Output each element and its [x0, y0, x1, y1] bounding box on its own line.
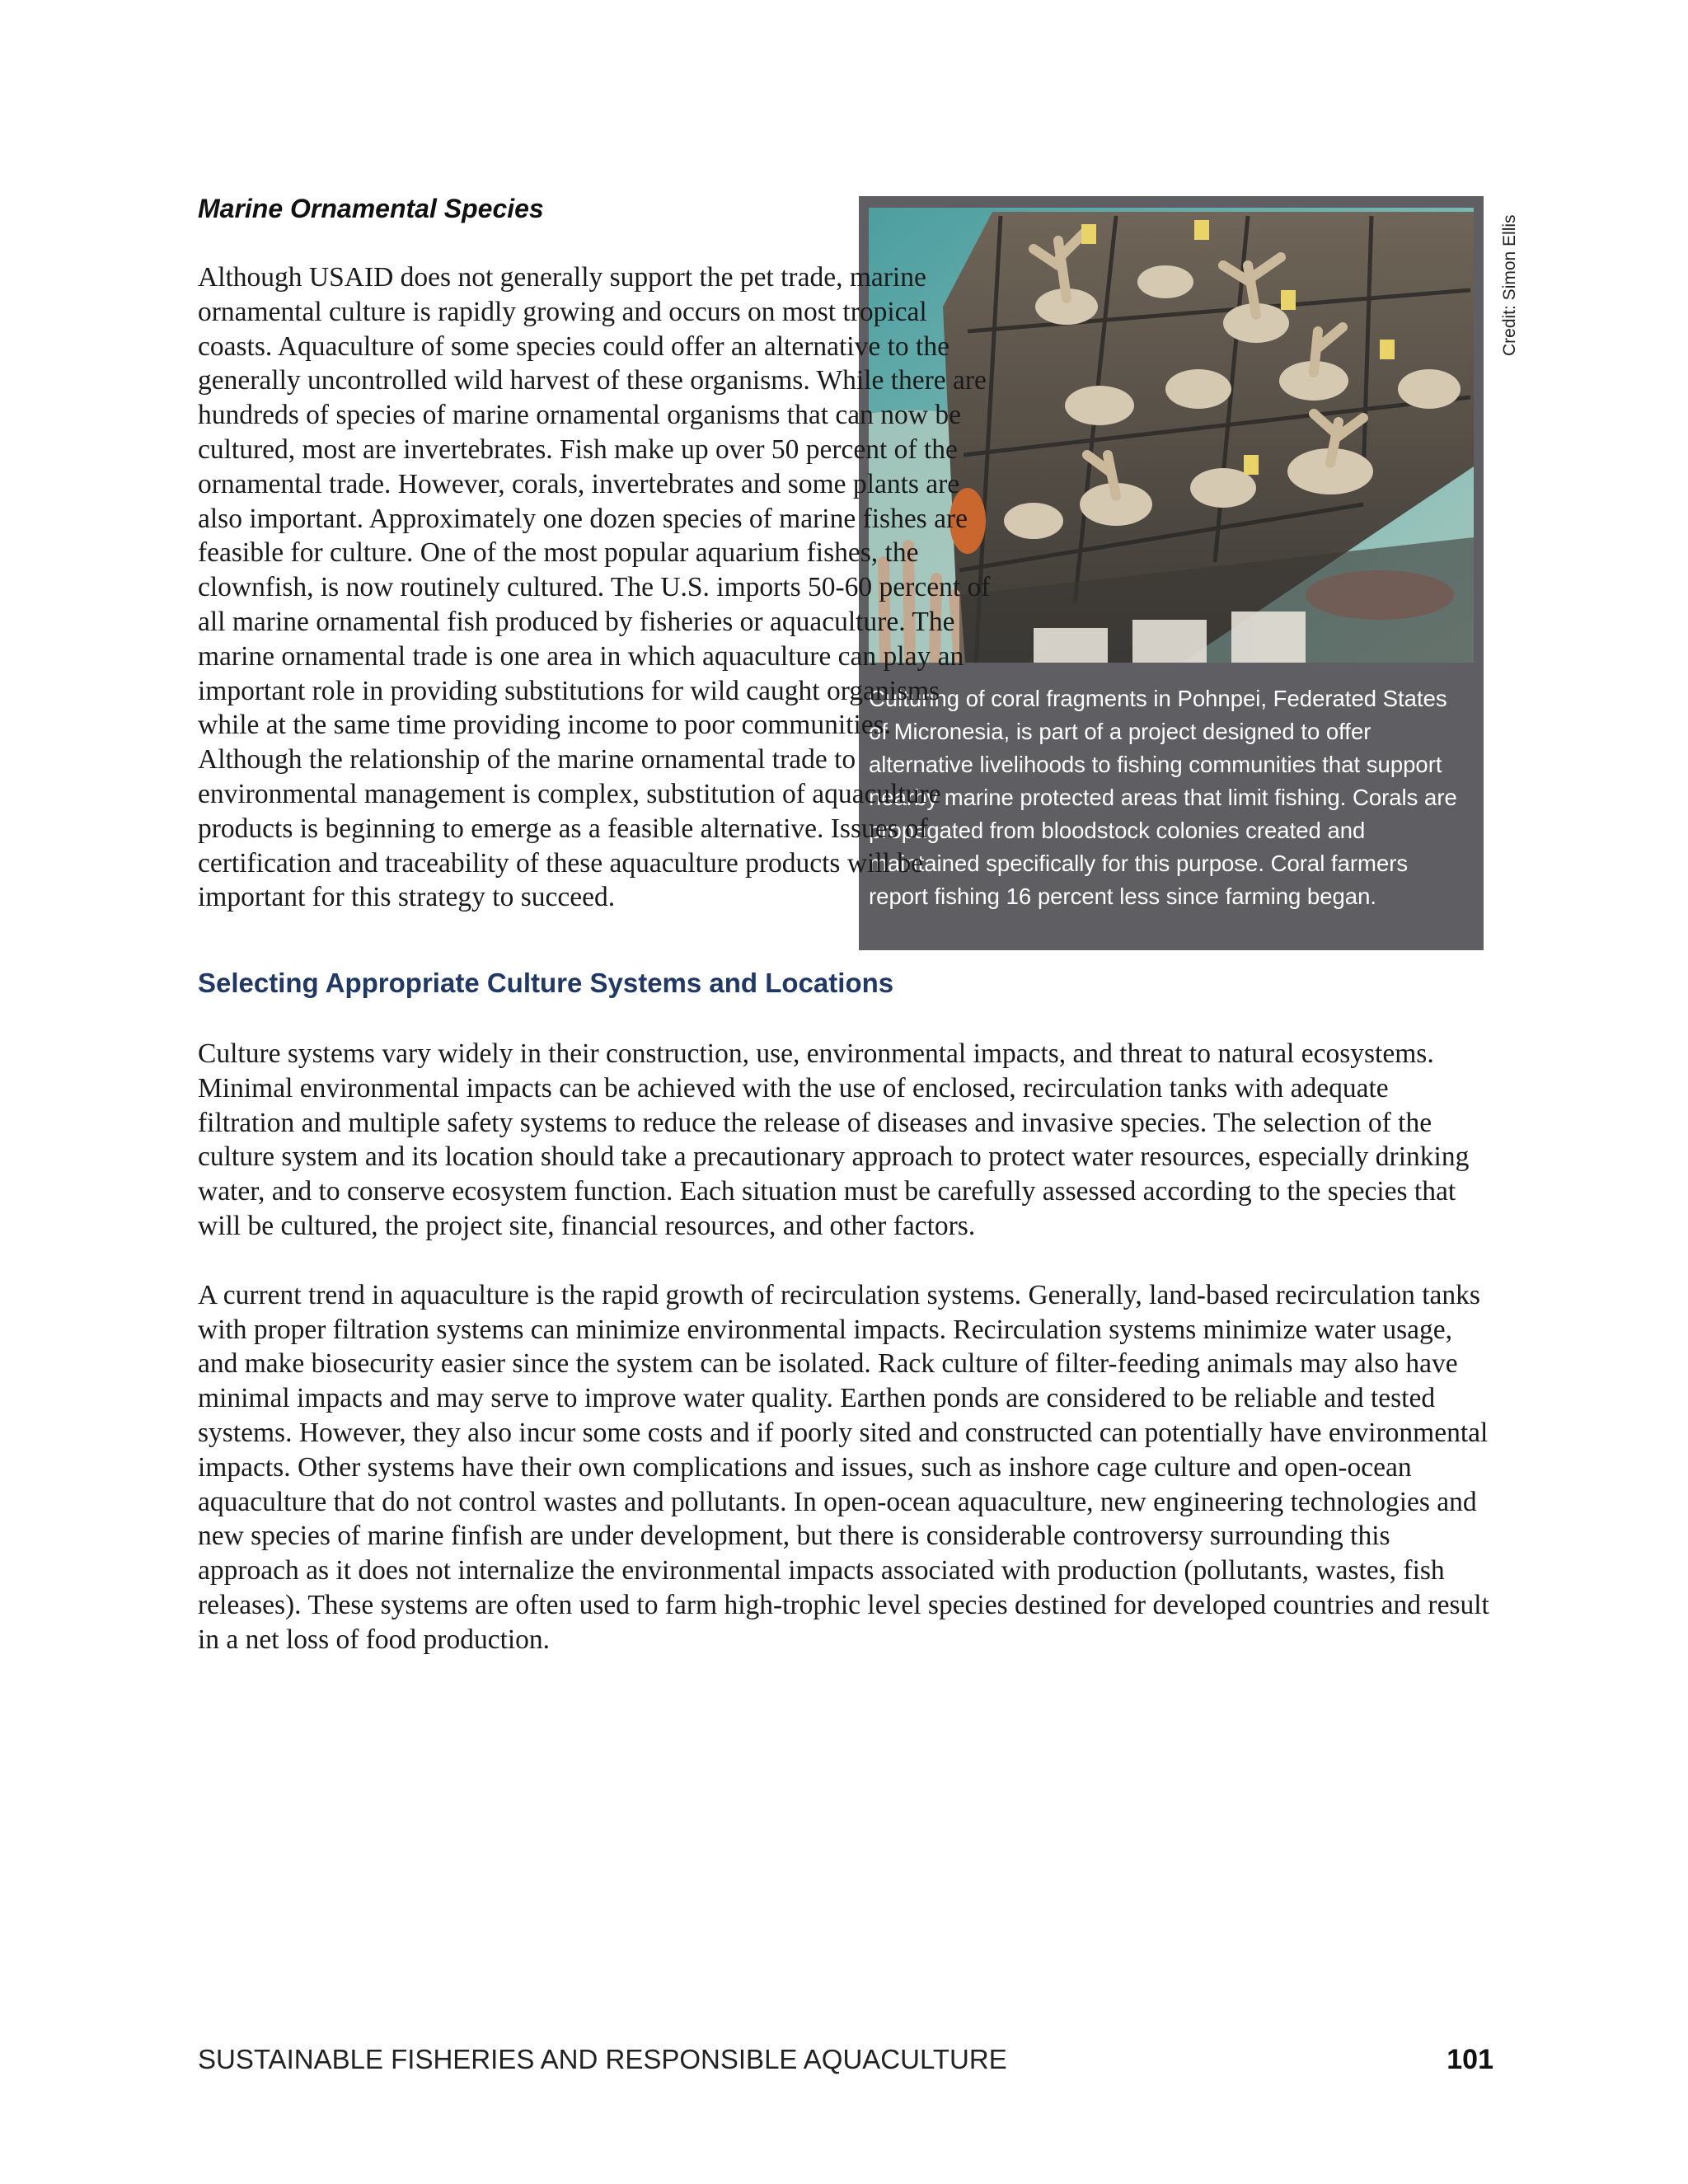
photo-credit — [1500, 199, 1520, 356]
culture-systems-heading: Selecting Appropriate Culture Systems and Locations — [198, 968, 894, 998]
page-footer — [198, 2039, 1493, 2080]
culture-systems-paragraph-2: A current trend in aquaculture is the rapid growth of recirculation systems. Generally, land-based recirculation tanks with proper filtration systems can minimize environmental impacts. Recirculation systems minimize water usage, and make biosecurity easier since the system can be isolated. Rack culture of filter-feeding animals may also have minimal impacts and may serve to improve water quality. Earthen ponds are considered to be reliable and tested systems. However, they also incur some costs and if poorly sited and constructed can potentially have environmental impacts. Other systems have their own complications and issues, such as inshore cage culture and open-ocean aquaculture that do not control wastes and pollutants. In open-ocean aquaculture, new engineering technologies and new species of marine finfish are under development, but there is considerable controversy surrounding this approach as it does not internalize the environmental impacts associated with production (pollutants, wastes, fish releases). These systems are often used to farm high-trophic level species destined for developed countries and result in a net loss of food production. — [198, 1279, 1489, 1655]
figure-float-spacer — [1001, 191, 1492, 966]
footer-running-title: SUSTAINABLE FISHERIES AND RESPONSIBLE AQUACULTURE — [198, 2044, 1007, 2074]
marine-ornamental-paragraph: Although USAID does not generally support the pet trade, marine ornamental culture is rapidly growing and occurs on most tropical coasts. Aquaculture of some species could offer an alternative to the generally uncontrolled wild harvest of these organisms. While there are hundreds of species of marine ornamental organisms that can now be cultured, most are invertebrates. Fish make up over 50 percent of the ornamental trade. However, corals, invertebrates and some plants are also important. Approximately one dozen species of marine fishes are feasible for culture. One of the most popular aquarium fishes, the clownfish, is now routinely cultured. The U.S. imports 50-60 percent of all marine ornamental fish produced by fisheries or aquaculture. The marine ornamental trade is one area in which aquaculture can play an important role in providing substitutions for wild caught organisms while at the same time providing income to poor communities. Although the relationship of the marine ornamental trade to environmental management is complex, substitution of aquaculture products is beginning to emerge as a feasible alternative. Issues of certification and traceability of these aquaculture products will be important for this strategy to succeed. — [198, 262, 991, 913]
photo-credit-text: Credit: Simon Ellis — [1500, 214, 1519, 356]
marine-ornamental-heading: Marine Ornamental Species — [198, 194, 544, 223]
main-text — [198, 191, 1492, 1657]
figure-caption: Culturing of coral fragments in Pohnpei, Federated States of Micronesia, is part of a project designed to offer alternative livelihoods to fishing communities that support nearby marine protected areas that limit fishing. Corals are propagated from bloodstock colonies created and maintained specifically for this purpose. Coral farmers report fishing 16 percent less since farming began. — [869, 686, 1457, 909]
page-number: 101 — [1447, 2044, 1493, 2075]
culture-systems-paragraph-1: Culture systems vary widely in their construction, use, environmental impacts, and threat to natural ecosystems. Minimal environmental impacts can be achieved with the use of enclosed, recirculation tanks with adequate filtration and multiple safety systems to reduce the release of diseases and invasive species. The selection of the culture system and its location should take a precautionary approach to protect water resources, especially drinking water, and to conserve ecosystem function. Each situation must be carefully assessed according to the species that will be cultured, the project site, financial resources, and other factors. — [198, 1038, 1470, 1241]
